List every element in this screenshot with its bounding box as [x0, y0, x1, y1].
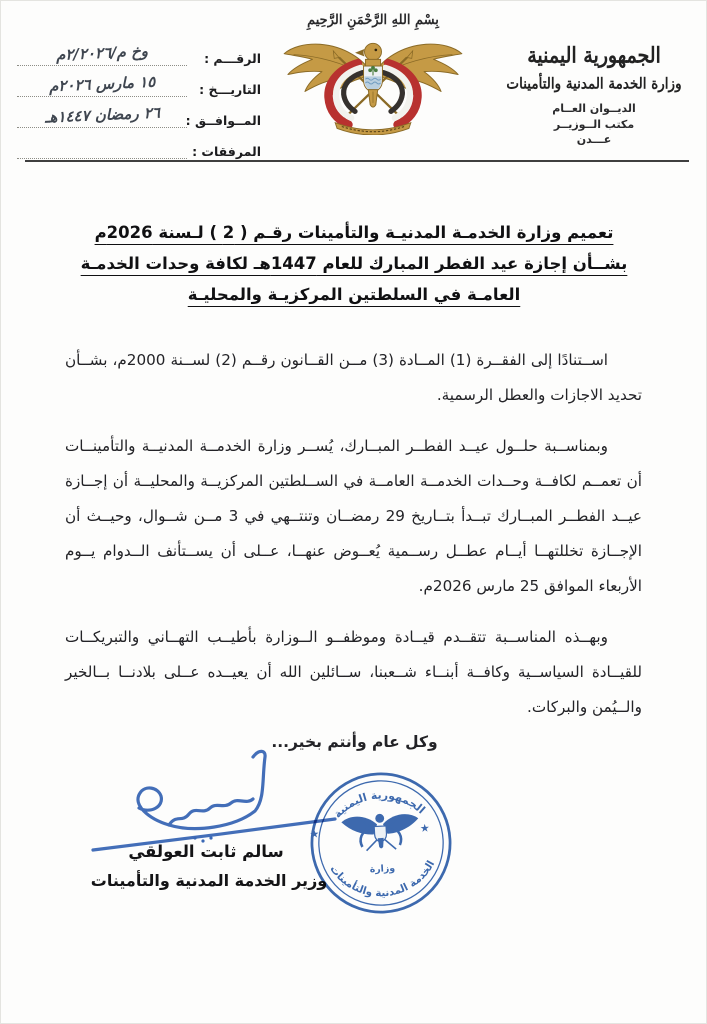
ministry-official-stamp	[303, 765, 459, 921]
circular-title	[49, 217, 659, 310]
field-value-hijri-date: ٢٦ رمضان ١٤٤٧هـ	[44, 103, 160, 127]
office-address-lines	[488, 101, 700, 148]
stamp-emblem-icon	[341, 812, 420, 852]
stamp-bottom-text: الخدمة المدنية والتأمينات	[327, 858, 438, 900]
stamp-left-star-icon: ★	[309, 827, 320, 841]
chest-shield	[364, 66, 383, 92]
bismillah-calligraphy: بِسْمِ اللهِ الرَّحْمَنِ الرَّحِيمِ	[307, 12, 439, 29]
minister-title: وزير الخدمة المدنية والتأمينات	[90, 871, 328, 890]
field-dotted-line	[17, 74, 187, 97]
field-label-date: التاريـــخ :	[199, 82, 261, 97]
field-dotted-line	[17, 43, 187, 66]
header-letterhead	[488, 45, 700, 148]
header-reference-fields	[17, 43, 261, 167]
circular-body	[65, 343, 642, 741]
field-row-attachments	[17, 136, 261, 159]
field-value-number: وخ م/٢/٢٠٢٦م	[55, 42, 149, 64]
field-label-number: الرقـــم :	[204, 51, 261, 66]
stamp-top-text: الجمهورية اليمنية	[330, 788, 428, 821]
office-line-city: عـــدن	[576, 133, 612, 146]
stamp-center-text: وزارة	[369, 862, 396, 876]
body-paragraph-legal-basis: اســتنادًا إلى الفقــرة (1) المــادة (3) مــن القــانون رقــم (2) لســنة 2000م، بشــأن تحديد الاجازات والعطل الرسمية.	[65, 351, 642, 404]
field-dotted-line	[17, 105, 187, 128]
title-line-3: العامـة في السلطتين المركزيـة والمحليـة	[187, 285, 521, 304]
body-paragraph-greetings: وبهــذه المناســبة تتقــدم قيــادة وموظفــو الــوزارة بأطيــب التهــاني والتبريكــات للقيــادة السياســية وكافــة أبنــاء شــعبنا، ســائلين الله أن يعيــده عــلى بلادنــا بــالخير والــيُمن والبركات.	[65, 628, 642, 716]
stamp-right-star-icon: ★	[419, 821, 430, 836]
body-paragraph-holiday-dates: وبمناســبة حلــول عيــد الفطــر المبــارك، يُســر وزارة الخدمــة المدنيــة والتأمينــات أن تعمــم لكافــة وحــدات الخدمــة العامــة في الســلطتين المركزيــة والمحليــة أن إجــازة عيــد الفطــر المبــارك تبــدأ بتــاريخ 29 رمضــان وتنتــهي في 3 مــن شــوال، وحيــث أن الإجــازة تخللتهــا أيــام عطــل رســمية يُعــوض عنهــا، عــلى أن يســتأنف الــدوام يــوم الأربعاء الموافق 25 مارس 2026م.	[65, 437, 642, 595]
minister-name: سالم ثابت العولقي	[128, 842, 284, 861]
field-dotted-line	[17, 136, 187, 159]
closing-greeting: وكل عام وأنتم بخير...	[271, 733, 438, 751]
title-line-1: تعميم وزارة الخدمـة المدنيـة والتأمينات رقـم ( 2 ) لـسنة 2026م	[94, 223, 614, 242]
header-center	[278, 13, 468, 135]
field-value-date: ١٥ مارس ٢٠٢٦م	[48, 72, 156, 96]
header-divider	[25, 160, 689, 162]
eagle-tail	[368, 90, 377, 107]
field-label-attachments: المرفقات :	[192, 144, 261, 159]
field-label-hijri-date: المــوافــق :	[185, 113, 261, 128]
eagle-head	[355, 43, 381, 60]
republic-name-calligraphy: الجمهورية اليمنية	[527, 43, 661, 69]
field-row-number	[17, 43, 261, 66]
office-line-minister-office: مكتب الــوزيــر	[553, 117, 635, 131]
title-line-2: بشــأن إجازة عيد الفطر المبارك للعام 1447هـ لكافة وحدات الخدمـة	[80, 254, 628, 273]
field-row-date	[17, 74, 261, 97]
field-row-hijri-date	[17, 105, 261, 128]
ministry-name-calligraphy: وزارة الخدمة المدنية والتأمينات	[506, 75, 682, 93]
office-line-diwan: الديــوان العــام	[552, 102, 636, 115]
yemen-national-emblem-icon	[278, 31, 468, 135]
